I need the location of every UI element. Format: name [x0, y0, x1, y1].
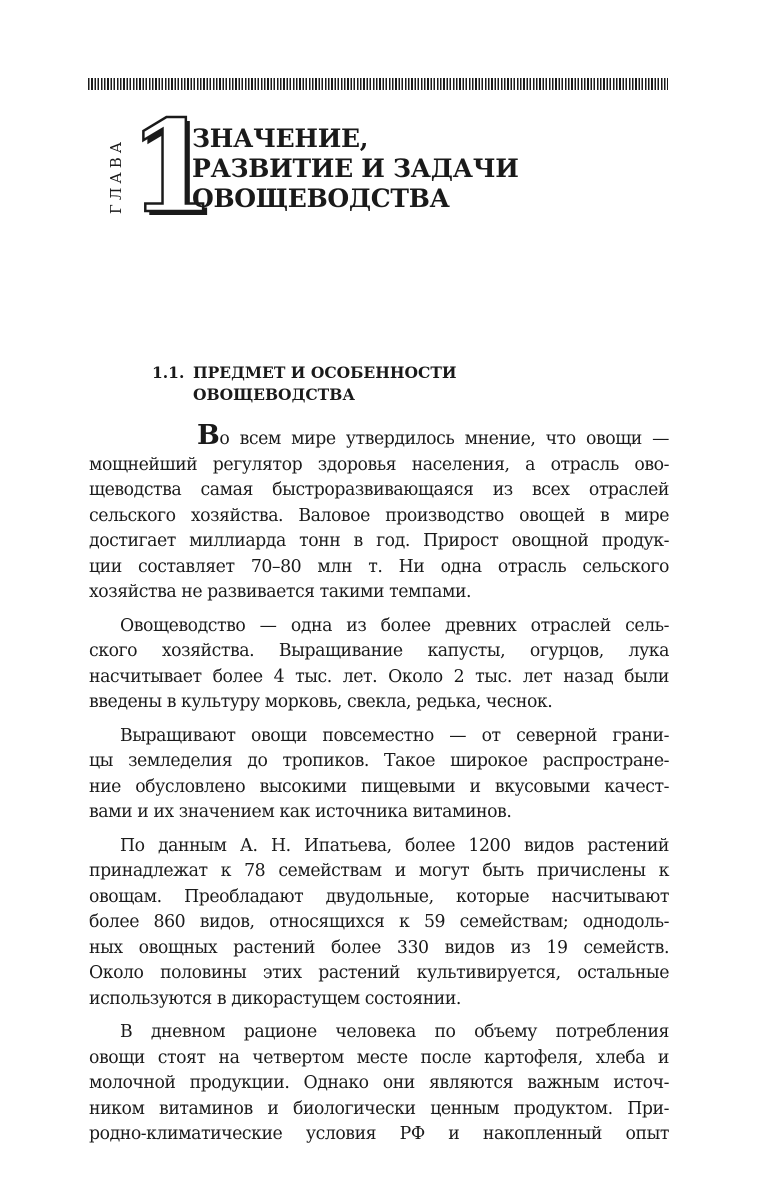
- chapter-title: [192, 124, 519, 214]
- paragraph: [89, 420, 669, 606]
- section-title: [193, 362, 457, 406]
- text-line: Около половины этих растений культивируется, остальные: [89, 963, 669, 983]
- text-line: насчитывает более 4 тыс. лет. Около 2 тыс. лет назад были: [89, 666, 669, 687]
- chapter-title-line: ЗНАЧЕНИЕ,: [192, 124, 369, 153]
- chapter-number: 1: [128, 93, 216, 241]
- text-line: введены в культуру морковь, свекла, редька, чеснок.: [89, 692, 553, 712]
- text-line: цы земледелия до тропиков. Такое широкое распростране-: [89, 751, 669, 771]
- text-line: Овощеводство — одна из более древних отраслей сель-: [120, 615, 669, 636]
- text-line: хозяйства не развивается такими темпами.: [89, 582, 472, 602]
- text-line: Выращивают овощи повсеместно — от северной грани-: [120, 725, 669, 746]
- text-line: достигает миллиарда тонн в год. Прирост овощной продук-: [89, 531, 669, 551]
- drop-cap: В: [197, 420, 220, 451]
- decorative-top-rule: [88, 78, 668, 90]
- text-line: щеводства самая быстроразвивающаяся из всех отраслей: [89, 480, 669, 500]
- text-line-content: о всем мире утвердилось мнение, что овощи —: [219, 429, 669, 449]
- paragraph: [89, 724, 669, 826]
- section-number: 1.1.: [152, 363, 185, 382]
- text-line: ние обусловлено высокими пищевыми и вкусовыми качест-: [89, 776, 669, 797]
- text-line: более 860 видов, относящихся к 59 семействам; однодоль-: [89, 912, 669, 932]
- text-line: ского хозяйства. Выращивание капусты, огурцов, лука: [89, 641, 669, 661]
- text-line: вами и их значением как источника витаминов.: [89, 802, 512, 822]
- chapter-label-text: ГЛАВА: [107, 137, 126, 215]
- section-title-line: ОВОЩЕВОДСТВА: [193, 385, 355, 404]
- paragraph: [89, 1020, 669, 1148]
- text-line: ником витаминов и биологически ценным продуктом. При-: [89, 1098, 669, 1119]
- text-line: сельского хозяйства. Валовое производство овощей в мире: [89, 505, 669, 526]
- text-line: [89, 420, 669, 453]
- text-line: В дневном рационе человека по объему потребления: [120, 1022, 669, 1042]
- paragraph: [89, 834, 669, 1013]
- text-line: овощи стоят на четвертом месте после картофеля, хлеба и: [89, 1047, 669, 1068]
- text-line: овощам. Преобладают двудольные, которые насчитывают: [89, 886, 669, 907]
- text-line: По данным А. Н. Ипатьева, более 1200 видов растений: [120, 835, 669, 856]
- text-line: ции составляет 70–80 млн т. Ни одна отрасль сельского: [89, 556, 669, 577]
- chapter-title-line: ОВОЩЕВОДСТВА: [192, 184, 450, 213]
- text-line: ных овощных растений более 330 видов из 19 семейств.: [89, 937, 669, 958]
- text-line: родно-климатические условия РФ и накопленный опыт: [89, 1124, 669, 1144]
- chapter-title-line: РАЗВИТИЕ И ЗАДАЧИ: [192, 154, 519, 183]
- text-line: мощнейший регулятор здоровья населения, а отрасль ово-: [89, 454, 669, 475]
- text-line: используются в дикорастущем состоянии.: [89, 988, 461, 1009]
- section-title-line: ПРЕДМЕТ И ОСОБЕННОСТИ: [193, 363, 457, 382]
- paragraph: [89, 614, 669, 716]
- text-line: принадлежат к 78 семействам и могут быть причислены к: [89, 861, 669, 881]
- body-text: [89, 420, 669, 1156]
- text-line: молочной продукции. Однако они являются важным источ-: [89, 1073, 669, 1093]
